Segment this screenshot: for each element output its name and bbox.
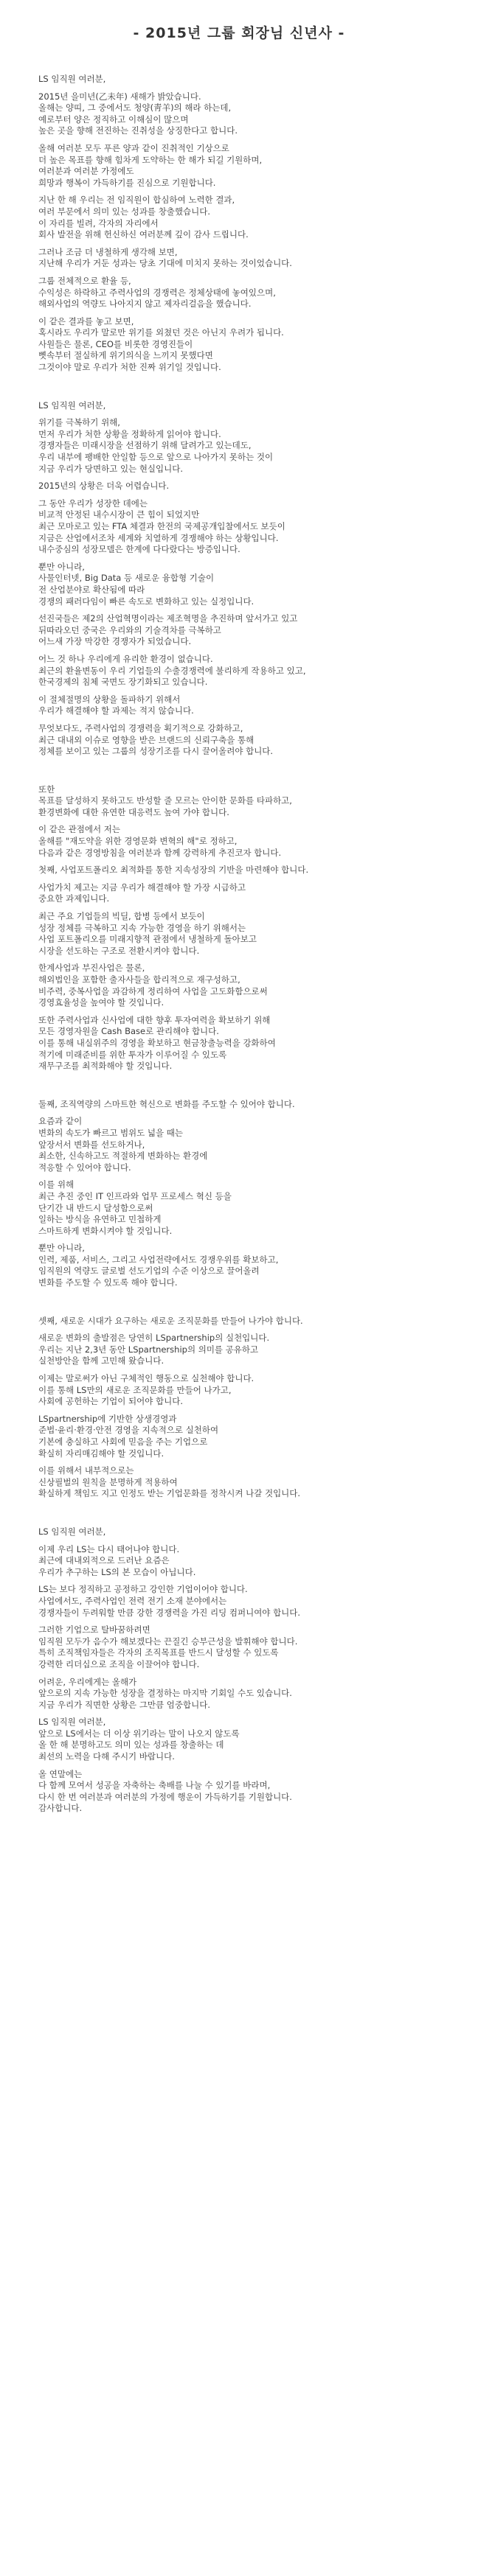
page-title: - 2015년 그룹 회장님 신년사 - — [133, 25, 345, 41]
letter-section — [38, 1526, 451, 1815]
letter-paragraph: 지난 한 해 우리는 전 임직원이 합심하여 노력한 결과, 여러 부문에서 의미 있는 성과를 창출했습니다. 이 자리를 빌려, 각자의 자리에서 회사 발전을 위해 헌신하신 여러분께 깊이 감사 드립니다. — [38, 195, 249, 240]
letter-paragraph: 또한 주력사업과 신사업에 대한 향후 투자여력을 확보하기 위해 모든 경영자원을 Cash Base로 관리해야 합니다. 이를 통해 내실위주의 경영을 확보하고 현금창출능력을 강화하여 적기에 미래준비를 위한 투자가 이루어질 수 있도록 재무구조를 최적화해야 할 것입니다. — [38, 1014, 276, 1072]
letter-paragraph: 그 동안 우리가 성장한 데에는 비교적 안정된 내수시장이 큰 힘이 되었지만 최근 모마로고 있는 FTA 체결과 한전의 국제공개입찰에서도 보듯이 지금은 산업에서조차 세계와 치열하게 경쟁해야 하는 상황입니다. 내수중심의 성장모델은 한계에 다다랐다는 방증입니다. — [38, 498, 285, 555]
letter-paragraph: 뿐만 아니라, 사물인터넷, Big Data 등 새로운 융합형 기술이 전 산업분야로 확산됨에 따라 경쟁의 패러다임이 빠른 속도로 변화하고 있는 실정입니다. — [38, 561, 254, 607]
letter-section — [38, 74, 451, 374]
letter-paragraph: 그룹 전체적으로 환율 등, 수익성은 하락하고 주력사업의 경쟁력은 정체상태에 놓여있으며, 해외사업의 역량도 나아지지 않고 제자리걸음을 했습니다. — [38, 275, 276, 310]
letter-paragraph: 사업가치 제고는 지금 우리가 해결해야 할 가장 시급하고 중요한 과제입니다. — [38, 882, 246, 904]
letter-paragraph: 이를 위해서 내부적으로는 신상필벌의 원칙을 분명하게 적용하여 확실하게 책임도 지고 인정도 받는 기업문화를 정착시켜 나갈 것입니다. — [38, 1465, 301, 1499]
letter-paragraph: 어려운, 우리에게는 올해가 앞으로의 지속 가능한 성장을 결정하는 마지막 기회일 수도 있습니다. 지금 우리가 직면한 상황은 그만큼 엄중합니다. — [38, 1676, 292, 1710]
letter-paragraph: 올 연말에는 다 함께 모여서 성공을 자축하는 축배를 나눌 수 있기를 바라며, 다시 한 번 여러분과 여러분의 가정에 행운이 가득하기를 기원합니다. 감사합니다. — [38, 1768, 292, 1814]
letter-paragraph: 올해 여러분 모두 푸른 양과 같이 진취적인 기상으로 더 높은 목표를 향해 힘차게 도약하는 한 해가 되길 기원하며, 여러분과 여러분 가정에도 희망과 행복이 가득하기를 진심으로 기원합니다. — [38, 142, 263, 188]
letter-paragraph: LS 임직원 여러분, 앞으로 LS에서는 더 이상 위기라는 말이 나오지 않도록 올 한 해 분명하고도 의미 있는 성과를 창출하는 데 최선의 노력을 다해 주시기 바랍니다. — [38, 1717, 240, 1762]
letter-paragraph: 이 같은 관점에서 저는 올해를 "재도약을 위한 경영문화 변혁의 해"로 정하고, 다음과 같은 경영방침을 여러분과 함께 강력하게 추진코자 합니다. — [38, 824, 282, 858]
letter-paragraph: 새로운 변화의 출발점은 당연히 LSpartnership의 실천입니다. 우리는 지난 2,3년 동안 LSpartnership의 의미를 공유하고 실천방안을 함께 고민해 왔습니다. — [38, 1333, 270, 1366]
letter-paragraph: LS 임직원 여러분, — [38, 1526, 106, 1537]
letter-paragraph: 한계사업과 부진사업은 물론, 해외법인을 포함한 출자사들을 합리적으로 재구성하고, 비주력, 중복사업을 과감하게 정리하여 사업을 고도화함으로써 경영효율성을 높여야 할 것입니다. — [38, 963, 268, 1008]
letter-paragraph: 이 절체절명의 상황을 돌파하기 위해서 우리가 해결해야 할 과제는 적지 않습니다. — [38, 694, 194, 716]
letter-paragraph: 셋째, 새로운 시대가 요구하는 새로운 조직문화를 만들어 나가야 합니다. — [38, 1315, 303, 1326]
letter-section — [38, 400, 451, 758]
letter-paragraph: 뿐만 아니라, 인력, 제품, 서비스, 그리고 사업전략에서도 경쟁우위를 확보하고, 임직원의 역량도 글로벌 선도기업의 수준 이상으로 끌어올려 변화를 주도할 수 있도록 해야 합니다. — [38, 1243, 279, 1288]
letter-paragraph: 그러한 기업으로 탈바꿈하려면 임직원 모두가 음수가 해보겠다는 끈질긴 승부근성을 발휘해야 합니다. 특히 조직책임자들은 각자의 조직목표를 반드시 달성할 수 있도록 강력한 리더십으로 조직을 이끌어야 합니다. — [38, 1624, 298, 1669]
letter-paragraph: 요즘과 같이 변화의 속도가 빠르고 범위도 넓을 때는 앞장서서 변화를 선도하거나, 최소한, 신속하고도 적절하게 변화하는 환경에 적응할 수 있어야 합니다. — [38, 1116, 208, 1173]
letter-paragraph: LS 임직원 여러분, — [38, 399, 106, 411]
letter-paragraph: LS는 보다 정직하고 공정하고 강인한 기업이어야 합니다. 사업에서도, 주력사업인 전력 전기 소재 분야에서는 경쟁자들이 두려워할 만큼 강한 경쟁력을 가진 리딩 컴퍼니여야 합니다. — [38, 1584, 301, 1618]
letter-paragraph: 선진국들은 제2의 산업혁명이라는 제조혁명을 추진하며 앞서가고 있고 뒤따라오던 중국은 우리와의 기술격차를 극복하고 어느새 가장 막강한 경쟁자가 되었습니다. — [38, 613, 298, 647]
letter-paragraph: 어느 것 하나 우리에게 유리한 환경이 없습니다. 최근의 환율변동이 우리 기업들의 수출경쟁력에 불리하게 작용하고 있고, 한국경제의 침체 국면도 장기화되고 있습니다. — [38, 653, 306, 688]
letter-paragraph: 위기를 극복하기 위해, 먼저 우리가 처한 상황을 정확하게 읽어야 합니다. 경쟁자들은 미래시장을 선점하기 위해 달려가고 있는데도, 우리 내부에 팽배한 안일함 등으로 앞으로 나아가지 못하는 것이 지금 우리가 당면하고 있는 현실입니다. — [38, 417, 274, 474]
letter-section — [38, 1316, 451, 1500]
letter-paragraph: 이 같은 결과를 놓고 보면, 혹시라도 우리가 말로만 위기를 외쳤던 것은 아닌지 우려가 됩니다. 사원들은 물론, CEO를 비롯한 경영진들이 뼛속부터 절실하게 위기의식을 느끼지 못했다면 그것이야 말로 우리가 처한 진짜 위기일 것입니다. — [38, 315, 284, 373]
letter-section — [38, 1099, 451, 1289]
letter-section — [38, 784, 451, 1072]
letter-body — [38, 74, 451, 1821]
letter-paragraph: 이제 우리 LS는 다시 태어나야 합니다. 최근에 대내외적으로 드러난 요즘은 우리가 추구하는 LS의 본 모습이 아닙니다. — [38, 1543, 196, 1577]
letter-paragraph: LS 임직원 여러분, — [38, 74, 106, 84]
letter-paragraph: 무엇보다도, 주력사업의 경쟁력을 획기적으로 강화하고, 최근 대내외 이슈로 영향을 받은 브랜드의 신뢰구축을 통해 정체를 보이고 있는 그룹의 성장기조를 다시 끌어올려야 합니다. — [38, 722, 274, 757]
letter-paragraph: 그러나 조금 더 냉철하게 생각해 보면, 지난해 우리가 거둔 성과는 당초 기대에 미치지 못하는 것이었습니다. — [38, 246, 292, 269]
letter-paragraph: 또한 목표를 달성하지 못하고도 반성할 줄 모르는 안이한 문화를 타파하고, 환경변화에 대한 유연한 대응력도 높여 가야 합니다. — [38, 783, 292, 817]
letter-paragraph: 2015년의 상황은 더욱 어렵습니다. — [38, 481, 170, 492]
letter-paragraph: 첫째, 사업포트폴리오 최적화를 통한 지속성장의 기반을 마련해야 합니다. — [38, 865, 309, 876]
letter-paragraph: 2015년 을미년(乙未年) 새해가 밝았습니다. 올해는 양띠, 그 중에서도 청양(靑羊)의 해라 하는데, 예로부터 양은 정직하고 이해심이 많으며 높은 곳을 향해 전진하는 진취성을 상징한다고 합니다. — [38, 91, 238, 136]
letter-paragraph: 최근 주요 기업들의 빅딜, 합병 등에서 보듯이 성장 정체를 극복하고 지속 가능한 경영을 하기 위해서는 사업 포트폴리오를 미래지향적 관점에서 냉철하게 돌아보고 시장을 선도하는 구조로 전환시켜야 합니다. — [38, 911, 257, 956]
letter-paragraph: 이를 위해 최근 추진 중인 IT 인프라와 업무 프로세스 혁신 등을 단기간 내 반드시 달성함으로써 일하는 방식을 유연하고 민첩하게 스마트하게 변화시켜야 할 것입니다. — [38, 1179, 232, 1236]
letter-paragraph: LSpartnership에 기반한 상생경영과 준법·윤리·환경·안전 경영을 지속적으로 실천하여 기본에 충실하고 사회에 믿음을 주는 기업으로 확실히 자리매김해야 할 것입니다. — [38, 1413, 219, 1459]
letter-paragraph: 이제는 말로써가 아닌 구체적인 행동으로 실천해야 합니다. 이를 통해 LS만의 새로운 조직문화를 만들어 나가고, 사회에 공헌하는 기업이 되어야 합니다. — [38, 1373, 254, 1407]
letter-paragraph: 둘째, 조직역량의 스마트한 혁신으로 변화를 주도할 수 있어야 합니다. — [38, 1098, 295, 1109]
